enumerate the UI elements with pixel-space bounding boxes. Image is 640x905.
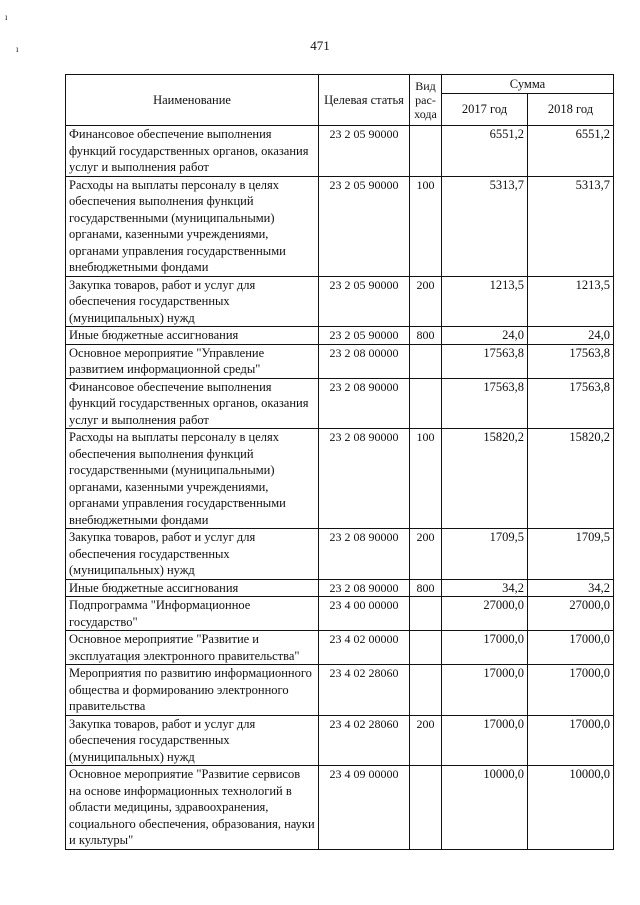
cell-sum-2017: 24,0	[442, 327, 528, 345]
cell-name: Финансовое обеспечение выполнения функций государственных органов, оказания услуг и выполнения работ	[66, 378, 319, 429]
cell-name: Основное мероприятие "Развитие сервисов на основе информационных технологий в области медицины, здравоохранения, социального обеспечения, образования, науки и культуры"	[66, 766, 319, 850]
cell-name: Иные бюджетные ассигнования	[66, 327, 319, 345]
cell-sum-2017: 17000,0	[442, 631, 528, 665]
cell-target-article: 23 2 05 90000	[319, 327, 410, 345]
cell-expense-type	[410, 766, 442, 850]
cell-sum-2017: 15820,2	[442, 429, 528, 529]
cell-sum-2018: 17563,8	[528, 344, 614, 378]
cell-sum-2017: 17000,0	[442, 665, 528, 716]
table-row	[66, 378, 614, 429]
cell-target-article: 23 4 02 28060	[319, 715, 410, 766]
cell-expense-type	[410, 378, 442, 429]
cell-sum-2017: 34,2	[442, 579, 528, 597]
table-row	[66, 597, 614, 631]
cell-sum-2017: 10000,0	[442, 766, 528, 850]
cell-expense-type: 800	[410, 327, 442, 345]
cell-sum-2018: 34,2	[528, 579, 614, 597]
cell-sum-2017: 6551,2	[442, 126, 528, 177]
cell-name: Закупка товаров, работ и услуг для обеспечения государственных (муниципальных) нужд	[66, 715, 319, 766]
cell-sum-2017: 17563,8	[442, 378, 528, 429]
cell-name: Иные бюджетные ассигнования	[66, 579, 319, 597]
header-sum: Сумма	[442, 75, 614, 94]
cell-expense-type: 100	[410, 176, 442, 276]
cell-expense-type: 200	[410, 529, 442, 580]
table-row	[66, 276, 614, 327]
cell-sum-2018: 1213,5	[528, 276, 614, 327]
header-name: Наименование	[66, 75, 319, 126]
table-row	[66, 766, 614, 850]
margin-mark-bottom: ı	[16, 44, 19, 54]
cell-target-article: 23 2 05 90000	[319, 126, 410, 177]
cell-target-article: 23 4 09 00000	[319, 766, 410, 850]
budget-table	[65, 74, 614, 850]
cell-target-article: 23 4 02 00000	[319, 631, 410, 665]
table-row	[66, 327, 614, 345]
cell-sum-2018: 17000,0	[528, 715, 614, 766]
cell-expense-type	[410, 597, 442, 631]
table-row	[66, 344, 614, 378]
cell-name: Основное мероприятие "Управление развитием информационной среды"	[66, 344, 319, 378]
cell-sum-2017: 17000,0	[442, 715, 528, 766]
cell-target-article: 23 2 05 90000	[319, 276, 410, 327]
cell-sum-2017: 17563,8	[442, 344, 528, 378]
cell-sum-2017: 27000,0	[442, 597, 528, 631]
cell-target-article: 23 4 00 00000	[319, 597, 410, 631]
cell-expense-type: 200	[410, 715, 442, 766]
cell-sum-2018: 24,0	[528, 327, 614, 345]
cell-target-article: 23 2 08 90000	[319, 378, 410, 429]
page-number: 471	[310, 38, 330, 53]
table-row	[66, 665, 614, 716]
cell-target-article: 23 2 05 90000	[319, 176, 410, 276]
cell-target-article: 23 2 08 90000	[319, 429, 410, 529]
cell-name: Мероприятия по развитию информационного общества и формированию электронного правительства	[66, 665, 319, 716]
table-header	[66, 75, 614, 126]
header-target-article: Целевая статья	[319, 75, 410, 126]
cell-name: Подпрограмма "Информационное государство"	[66, 597, 319, 631]
header-year-2017: 2017 год	[442, 94, 528, 126]
cell-target-article: 23 2 08 90000	[319, 529, 410, 580]
cell-sum-2017: 1213,5	[442, 276, 528, 327]
cell-expense-type	[410, 126, 442, 177]
cell-expense-type	[410, 665, 442, 716]
table-row	[66, 631, 614, 665]
cell-sum-2018: 10000,0	[528, 766, 614, 850]
cell-sum-2018: 5313,7	[528, 176, 614, 276]
cell-target-article: 23 2 08 00000	[319, 344, 410, 378]
cell-name: Расходы на выплаты персоналу в целях обеспечения выполнения функций государственными (муниципальными) органами, казенными учреждениями, органами управления государственными внебюджетными фондами	[66, 429, 319, 529]
cell-expense-type: 100	[410, 429, 442, 529]
cell-expense-type: 800	[410, 579, 442, 597]
cell-sum-2018: 17563,8	[528, 378, 614, 429]
cell-sum-2018: 15820,2	[528, 429, 614, 529]
cell-sum-2018: 27000,0	[528, 597, 614, 631]
cell-sum-2018: 1709,5	[528, 529, 614, 580]
table-row	[66, 176, 614, 276]
cell-sum-2017: 5313,7	[442, 176, 528, 276]
cell-sum-2018: 17000,0	[528, 631, 614, 665]
cell-name: Финансовое обеспечение выполнения функций государственных органов, оказания услуг и выполнения работ	[66, 126, 319, 177]
cell-name: Расходы на выплаты персоналу в целях обеспечения выполнения функций государственными (муниципальными) органами, казенными учреждениями, органами управления государственными внебюджетными фондами	[66, 176, 319, 276]
table-row	[66, 429, 614, 529]
cell-target-article: 23 4 02 28060	[319, 665, 410, 716]
table-row	[66, 715, 614, 766]
cell-expense-type: 200	[410, 276, 442, 327]
table-row	[66, 529, 614, 580]
margin-mark-top: ı	[5, 12, 8, 22]
cell-sum-2018: 6551,2	[528, 126, 614, 177]
table-row	[66, 126, 614, 177]
cell-expense-type	[410, 631, 442, 665]
cell-sum-2018: 17000,0	[528, 665, 614, 716]
cell-target-article: 23 2 08 90000	[319, 579, 410, 597]
table-body	[66, 126, 614, 850]
cell-name: Закупка товаров, работ и услуг для обеспечения государственных (муниципальных) нужд	[66, 276, 319, 327]
cell-name: Закупка товаров, работ и услуг для обеспечения государственных (муниципальных) нужд	[66, 529, 319, 580]
cell-name: Основное мероприятие "Развитие и эксплуатация электронного правительства"	[66, 631, 319, 665]
cell-sum-2017: 1709,5	[442, 529, 528, 580]
header-expense-type: Вид рас-хода	[410, 75, 442, 126]
cell-expense-type	[410, 344, 442, 378]
header-year-2018: 2018 год	[528, 94, 614, 126]
table-row	[66, 579, 614, 597]
